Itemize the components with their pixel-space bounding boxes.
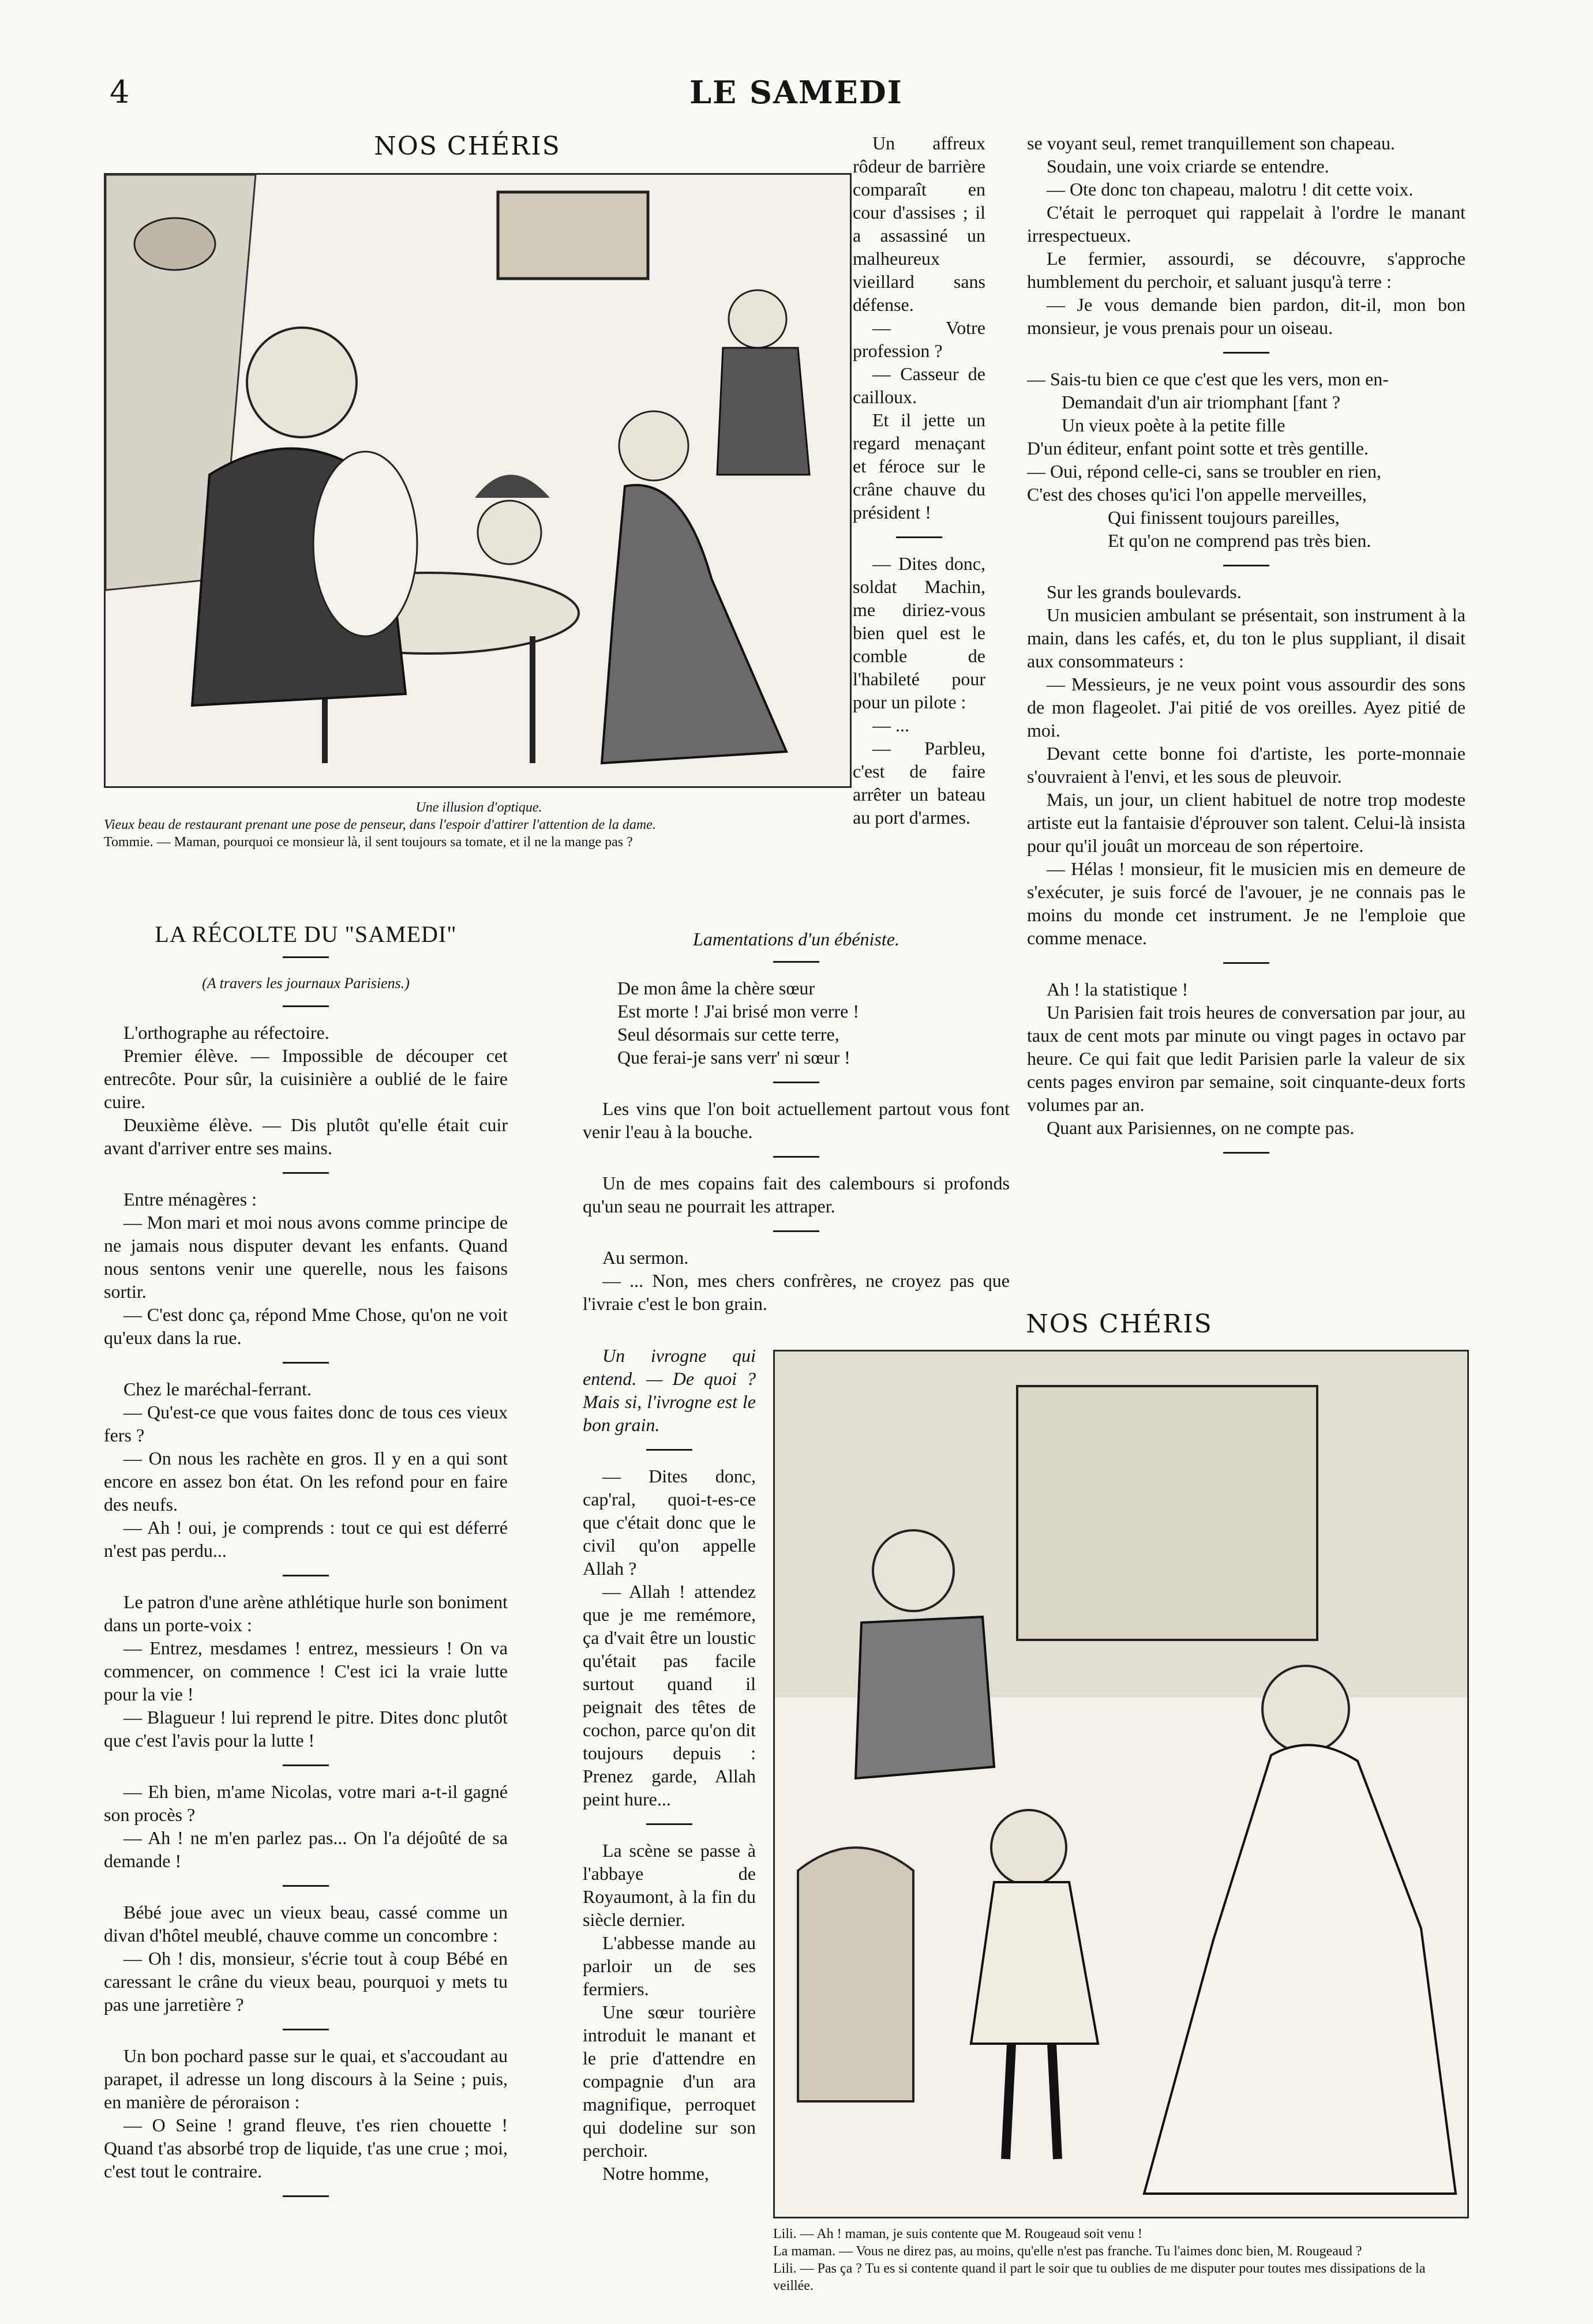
- separator: [773, 1230, 819, 1232]
- separator: [283, 1005, 329, 1007]
- paragraph: — Ah ! oui, je comprends : tout ce qui est déferré n'est pas perdu...: [104, 1517, 508, 1561]
- separator: [283, 1362, 329, 1364]
- paragraph: C'était le perroquet qui rappelait à l'ordre le manant irrespectueux.: [1027, 202, 1465, 246]
- paragraph: Premier élève. — Impossible de découper cet entrecôte. Pour sûr, la cuisinière a oublié de le faire cuire.: [104, 1045, 508, 1112]
- paragraph: — Parbleu, c'est de faire arrêter un bateau au port d'armes.: [853, 738, 985, 828]
- paragraph: — Votre profession ?: [853, 317, 985, 361]
- figure2-caption-line: Lili. — Ah ! maman, je suis contente que M. Rougeaud soit venu !: [773, 2227, 1142, 2242]
- separator: [1223, 1152, 1269, 1154]
- separator: [283, 1172, 329, 1174]
- paragraph: L'abbesse mande au parloir un de ses fermiers.: [583, 1932, 756, 1999]
- paragraph: Devant cette bonne foi d'artiste, les porte-monnaie s'ouvraient à l'envi, et les sous de pleuvoir.: [1027, 743, 1465, 787]
- paragraph: Un de mes copains fait des calembours si profonds qu'un seau ne pourrait les attraper.: [583, 1173, 1010, 1217]
- figure1-caption-line2: Tommie. — Maman, pourquoi ce monsieur là, il sent toujours sa tomate, et il ne la mange pas ?: [104, 835, 633, 850]
- paragraph: — Ote donc ton chapeau, malotru ! dit cette voix.: [1047, 179, 1414, 200]
- masthead: LE SAMEDI: [689, 74, 903, 111]
- anecdote: [583, 1344, 756, 1436]
- paragraph: — Dites donc, cap'ral, quoi-t-es-ce que c'était donc que le civil qu'on appelle Allah ?: [583, 1466, 756, 1579]
- salon-illustration-drawing: [775, 1351, 1467, 2217]
- separator: [1223, 962, 1269, 964]
- poem-title: Lamentations d'un ébéniste.: [693, 929, 899, 949]
- separator: [283, 1885, 329, 1887]
- salon-illustration: [773, 1350, 1469, 2218]
- separator: [1223, 352, 1269, 354]
- paragraph: La scène se passe à l'abbaye de Royaumont, à la fin du siècle dernier.: [583, 1840, 756, 1930]
- separator: [283, 2029, 329, 2030]
- recolte-title: LA RÉCOLTE DU "SAMEDI": [155, 921, 457, 947]
- middle-column: [583, 923, 1010, 1328]
- paragraph: Un affreux rôdeur de barrière comparaît en cour d'assises ; il a assassiné un malheureux vieillard sans défense.: [853, 133, 985, 315]
- anecdote: [583, 1097, 1010, 1143]
- figure1-caption-title: Une illusion d'optique.: [415, 800, 542, 815]
- paragraph: — Entrez, mesdames ! entrez, messieurs ! On va commencer, on commence ! C'est ici la vraie lutte pour la vie !: [104, 1638, 508, 1704]
- musicien-story: [1027, 580, 1465, 949]
- anecdote: [104, 1780, 508, 1872]
- figure1-title: NOS CHÉRIS: [374, 132, 561, 161]
- poem-line: Que ferai-je sans verr' ni sœur !: [617, 1047, 850, 1068]
- poem-line: Est morte ! J'ai brisé mon verre !: [617, 1001, 859, 1022]
- separator: [283, 1764, 329, 1766]
- poem-line: De mon âme la chère sœur: [617, 978, 815, 998]
- separator: [773, 1082, 819, 1083]
- page-number: 4: [110, 74, 130, 110]
- paragraph: Une sœur tourière introduit le manant et le prie d'attendre en compagnie d'un ara magnifique, perroquet qui dodeline sur son perchoir.: [583, 2002, 756, 2161]
- poem-line: Et qu'on ne comprend pas très bien.: [1108, 530, 1371, 551]
- figure2-caption-line: La maman. — Vous ne direz pas, au moins, qu'elle n'est pas franche. Tu l'aimes donc bien, M. Rougeaud ?: [773, 2244, 1362, 2259]
- paragraph: — Mon mari et moi nous avons comme principe de ne jamais nous disputer devant les enfants. Quand nous sentons venir une querelle, nous les faisons sortir.: [104, 1212, 508, 1302]
- perroquet-story: [1027, 132, 1465, 339]
- paragraph: Sur les grands boulevards.: [1047, 581, 1242, 602]
- restaurant-illustration-drawing: [106, 175, 850, 786]
- anecdote: [104, 1590, 508, 1752]
- anecdote: [104, 1377, 508, 1562]
- ebeniste-poem: [583, 977, 1010, 1069]
- paragraph: — Ah ! ne m'en parlez pas... On l'a déjoûté de sa demande !: [104, 1827, 508, 1871]
- paragraph: Les vins que l'on boit actuellement partout vous font venir l'eau à la bouche.: [583, 1098, 1010, 1142]
- poem-line: Seul désormais sur cette terre,: [617, 1024, 839, 1045]
- separator: [646, 1823, 692, 1825]
- paragraph: — Dites donc, soldat Machin, me diriez-vous bien quel est le comble de l'habileté pour pour un pilote :: [853, 553, 985, 712]
- paragraph: — Messieurs, je ne veux point vous assourdir des sons de mon flageolet. J'ai pitié de vos oreilles. Ayez pitié de moi.: [1027, 674, 1465, 741]
- recolte-subtitle: (A travers les journaux Parisiens.): [202, 975, 410, 992]
- paragraph: Entre ménagères :: [123, 1189, 257, 1210]
- poem-line: Un vieux poète à la petite fille: [1062, 415, 1285, 435]
- rodeur-story: [853, 132, 985, 524]
- figure2-title: NOS CHÉRIS: [1026, 1309, 1213, 1339]
- paragraph: — Allah ! attendez que je me remémore, ça d'vait être un loustic qu'était pas facile surtout quand il peignait des têtes de cochon, parce qu'on dit toujours depuis : Prenez garde, Allah peint hure...: [583, 1581, 756, 1809]
- paragraph: Le fermier, assourdi, se découvre, s'approche humblement du perchoir, et saluant jusqu'à terre :: [1027, 248, 1465, 292]
- separator: [1223, 565, 1269, 566]
- narrow-column-top: [853, 132, 985, 842]
- paragraph: — C'est donc ça, répond Mme Chose, qu'on ne voit qu'eux dans la rue.: [104, 1304, 508, 1348]
- page-header: [87, 74, 1506, 114]
- middle-narrow-column: [583, 1344, 756, 2198]
- paragraph: — Hélas ! monsieur, fit le musicien mis en demeure de s'exécuter, je suis forcé de l'avouer, je ne connais pas le moins du monde cet instrument. Je ne l'emploie que comme menace.: [1027, 858, 1465, 948]
- paragraph: Un Parisien fait trois heures de conversation par jour, au taux de cent mots par minute ou vingt pages in octavo par heure. Ce qui fait que ledit Parisien parle la valeur de six cents pages environ par semaine, soit cinquante-deux forts volumes par an.: [1027, 1002, 1465, 1115]
- anecdote: [583, 1839, 756, 2185]
- paragraph: — Eh bien, m'ame Nicolas, votre mari a-t-il gagné son procès ?: [104, 1781, 508, 1825]
- paragraph: Deuxième élève. — Dis plutôt qu'elle était cuir avant d'arriver entre ses mains.: [104, 1114, 508, 1158]
- poem-line: Qui finissent toujours pareilles,: [1108, 507, 1340, 528]
- paragraph: — O Seine ! grand fleuve, t'es rien chouette ! Quand t'as absorbé trop de liquide, t'as une crue ; moi, c'est tout le contraire.: [104, 2115, 508, 2182]
- restaurant-illustration: [104, 173, 852, 788]
- paragraph: Au sermon.: [602, 1247, 689, 1268]
- paragraph: Notre homme,: [602, 2163, 709, 2184]
- poem-line: — Oui, répond celle-ci, sans se troubler en rien,: [1027, 461, 1382, 482]
- paragraph: — Casseur de cailloux.: [853, 363, 985, 407]
- paragraph: Mais, un jour, un client habituel de notre trop modeste artiste eut la fantaisie d'éprouver son talent. Celui-là insista pour qu'il jouât un morceau de son répertoire.: [1027, 789, 1465, 856]
- separator: [896, 536, 942, 538]
- separator: [646, 1449, 692, 1451]
- paragraph: Et il jette un regard menaçant et féroce sur le crâne chauve du président !: [853, 410, 985, 523]
- poem-line: D'un éditeur, enfant point sotte et très gentille.: [1027, 438, 1369, 459]
- paragraph: Quant aux Parisiennes, on ne compte pas.: [1047, 1117, 1355, 1138]
- figure2-caption: [773, 2225, 1465, 2295]
- paragraph: — Je vous demande bien pardon, dit-il, mon bon monsieur, je vous prenais pour un oiseau.: [1027, 294, 1465, 338]
- anecdote: [583, 1172, 1010, 1218]
- anecdote: [104, 1188, 508, 1349]
- paragraph: Ah ! la statistique !: [1047, 979, 1189, 1000]
- anecdote: [583, 1246, 1010, 1315]
- separator: [283, 1575, 329, 1576]
- poem-line: C'est des choses qu'ici l'on appelle merveilles,: [1027, 484, 1367, 505]
- separator: [773, 961, 819, 963]
- paragraph: Un ivrogne qui entend. — De quoi ? Mais si, l'ivrogne est le bon grain.: [583, 1345, 756, 1435]
- paragraph: Chez le maréchal-ferrant.: [123, 1379, 312, 1399]
- statistique-story: [1027, 978, 1465, 1139]
- pilote-joke: [853, 552, 985, 829]
- vers-poem: [1027, 367, 1465, 552]
- paragraph: Soudain, une voix criarde se entendre.: [1047, 156, 1329, 177]
- paragraph: L'orthographe au réfectoire.: [123, 1022, 329, 1043]
- right-column: [1027, 132, 1465, 1167]
- anecdote: [104, 2044, 508, 2183]
- paragraph: Le patron d'une arène athlétique hurle son boniment dans un porte-voix :: [104, 1591, 508, 1635]
- poem-line: — Sais-tu bien ce que c'est que les vers, mon en-: [1027, 369, 1389, 389]
- paragraph: — Qu'est-ce que vous faites donc de tous ces vieux fers ?: [104, 1402, 508, 1446]
- anecdote: [583, 1465, 756, 1811]
- recolte-column: [104, 923, 508, 2211]
- paragraph: — Blagueur ! lui reprend le pitre. Dites donc plutôt que c'est l'avis pour la lutte !: [104, 1707, 508, 1751]
- anecdote: [104, 1021, 508, 1159]
- figure2-caption-line: Lili. — Pas ça ? Tu es si contente quand il part le soir que tu oublies de me disputer pour toutes mes dissipations de la veillée.: [773, 2261, 1426, 2293]
- paragraph: Un bon pochard passe sur le quai, et s'accoudant au parapet, il adresse un long discours à la Seine ; puis, en manière de péroraison :: [104, 2045, 508, 2112]
- separator: [283, 956, 329, 958]
- paragraph: Un musicien ambulant se présentait, son instrument à la main, dans les cafés, et, du ton le plus suppliant, il disait aux consommateurs :: [1027, 605, 1465, 671]
- separator: [773, 1156, 819, 1158]
- paragraph: — Oh ! dis, monsieur, s'écrie tout à coup Bébé en caressant le crâne du vieux beau, pourquoi y mets tu pas une jarretière ?: [104, 1948, 508, 2015]
- paragraph: Bébé joue avec un vieux beau, cassé comme un divan d'hôtel meublé, chauve comme un concombre :: [104, 1902, 508, 1946]
- figure1-caption: [104, 799, 854, 851]
- paragraph: — ...: [872, 715, 909, 735]
- separator: [283, 2195, 329, 2197]
- figure1-caption-line1: Vieux beau de restaurant prenant une pose de penseur, dans l'espoir d'attirer l'attention de la dame.: [104, 817, 656, 832]
- anecdote: [104, 1901, 508, 2016]
- paragraph: — ... Non, mes chers confrères, ne croyez pas que l'ivraie c'est le bon grain.: [583, 1270, 1010, 1314]
- paragraph: se voyant seul, remet tranquillement son chapeau.: [1027, 133, 1396, 153]
- paragraph: — On nous les rachète en gros. Il y en a qui sont encore en assez bon état. On les refond pour en faire des neufs.: [104, 1448, 508, 1515]
- poem-line: Demandait d'un air triomphant [fant ?: [1062, 392, 1340, 412]
